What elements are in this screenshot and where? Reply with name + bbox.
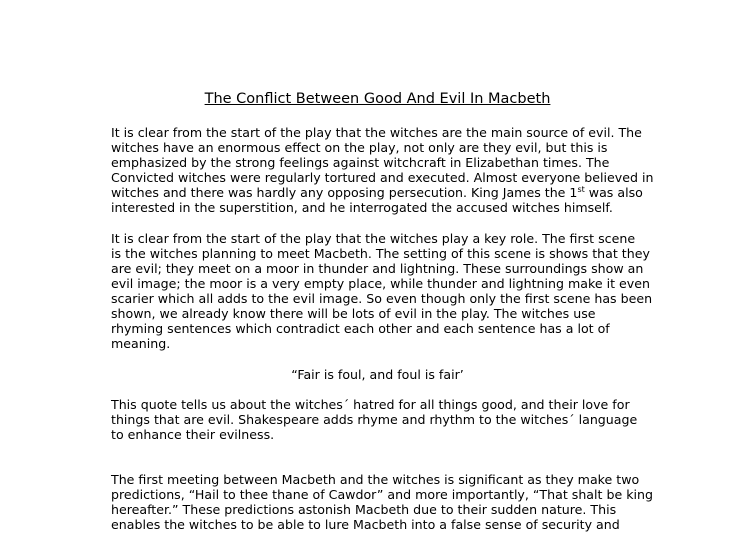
paragraph-line: Convicted witches were regularly tortured and executed. Almost everyone believed in: [111, 170, 654, 186]
paragraph-spacer: [111, 216, 651, 231]
document-body: [111, 125, 654, 533]
paragraph-line: This quote tells us about the witches´ hatred for all things good, and their love for: [111, 396, 630, 412]
paragraph-line: It is clear from the start of the play that the witches play a key role. The first scene: [111, 230, 636, 246]
paragraph-spacer: [111, 442, 651, 457]
ordinal-suffix: st: [577, 185, 585, 195]
paragraph-witches-key-role: [111, 231, 651, 352]
quote-line: “Fair is foul, and foul is fair’: [291, 366, 464, 382]
paragraph-line: enables the witches to be able to lure Macbeth into a false sense of security and: [111, 517, 620, 533]
paragraph-line: things that are evil. Shakespeare adds rhyme and rhythm to the witches´ language: [111, 411, 638, 427]
paragraph-line: It is clear from the start of the play that the witches are the main source of evil. The: [111, 125, 642, 140]
paragraph-line: are evil; they meet on a moor in thunder and lightning. These surroundings show an: [111, 260, 644, 276]
document-title: The Conflict Between Good And Evil In Macbeth: [204, 91, 551, 107]
paragraph-line: [111, 185, 651, 200]
paragraph-line: meaning.: [111, 336, 171, 352]
paragraph-line: to enhance their evilness.: [111, 426, 275, 442]
paragraph-first-meeting: [111, 472, 651, 532]
paragraph-quote-analysis: [111, 397, 651, 442]
line-text: was also: [584, 185, 643, 201]
paragraph-line: witches have an enormous effect on the play, not only are they evil, but this is: [111, 140, 608, 156]
paragraph-witches-source-of-evil: [111, 125, 654, 216]
paragraph-line: evil image; the moor is a very empty place, while thunder and lightning make it even: [111, 275, 650, 291]
paragraph-line: is the witches planning to meet Macbeth. The setting of this scene is shows that they: [111, 245, 650, 261]
paragraph-line: emphasized by the strong feelings against witchcraft in Elizabethan times. The: [111, 155, 610, 171]
paragraph-line: rhyming sentences which contradict each other and each sentence has a lot of: [111, 321, 610, 337]
paragraph-spacer: [111, 457, 651, 472]
paragraph-line: scarier which all adds to the evil image. So even though only the first scene has been: [111, 291, 653, 307]
line-text: witches and there was hardly any opposing persecution. King James the 1: [111, 185, 578, 201]
paragraph-line: interested in the superstition, and he interrogated the accused witches himself.: [111, 200, 613, 216]
paragraph-line: hereafter.” These predictions astonish Macbeth due to their sudden nature. This: [111, 502, 617, 518]
paragraph-line: predictions, “Hail to thee thane of Cawdor” and more importantly, “That shalt be king: [111, 487, 653, 503]
paragraph-line: shown, we already know there will be lots of evil in the play. The witches use: [111, 306, 596, 322]
paragraph-spacer: [111, 382, 651, 397]
paragraph-spacer: [111, 351, 651, 366]
paragraph-line: The first meeting between Macbeth and the witches is significant as they make two: [111, 472, 640, 488]
